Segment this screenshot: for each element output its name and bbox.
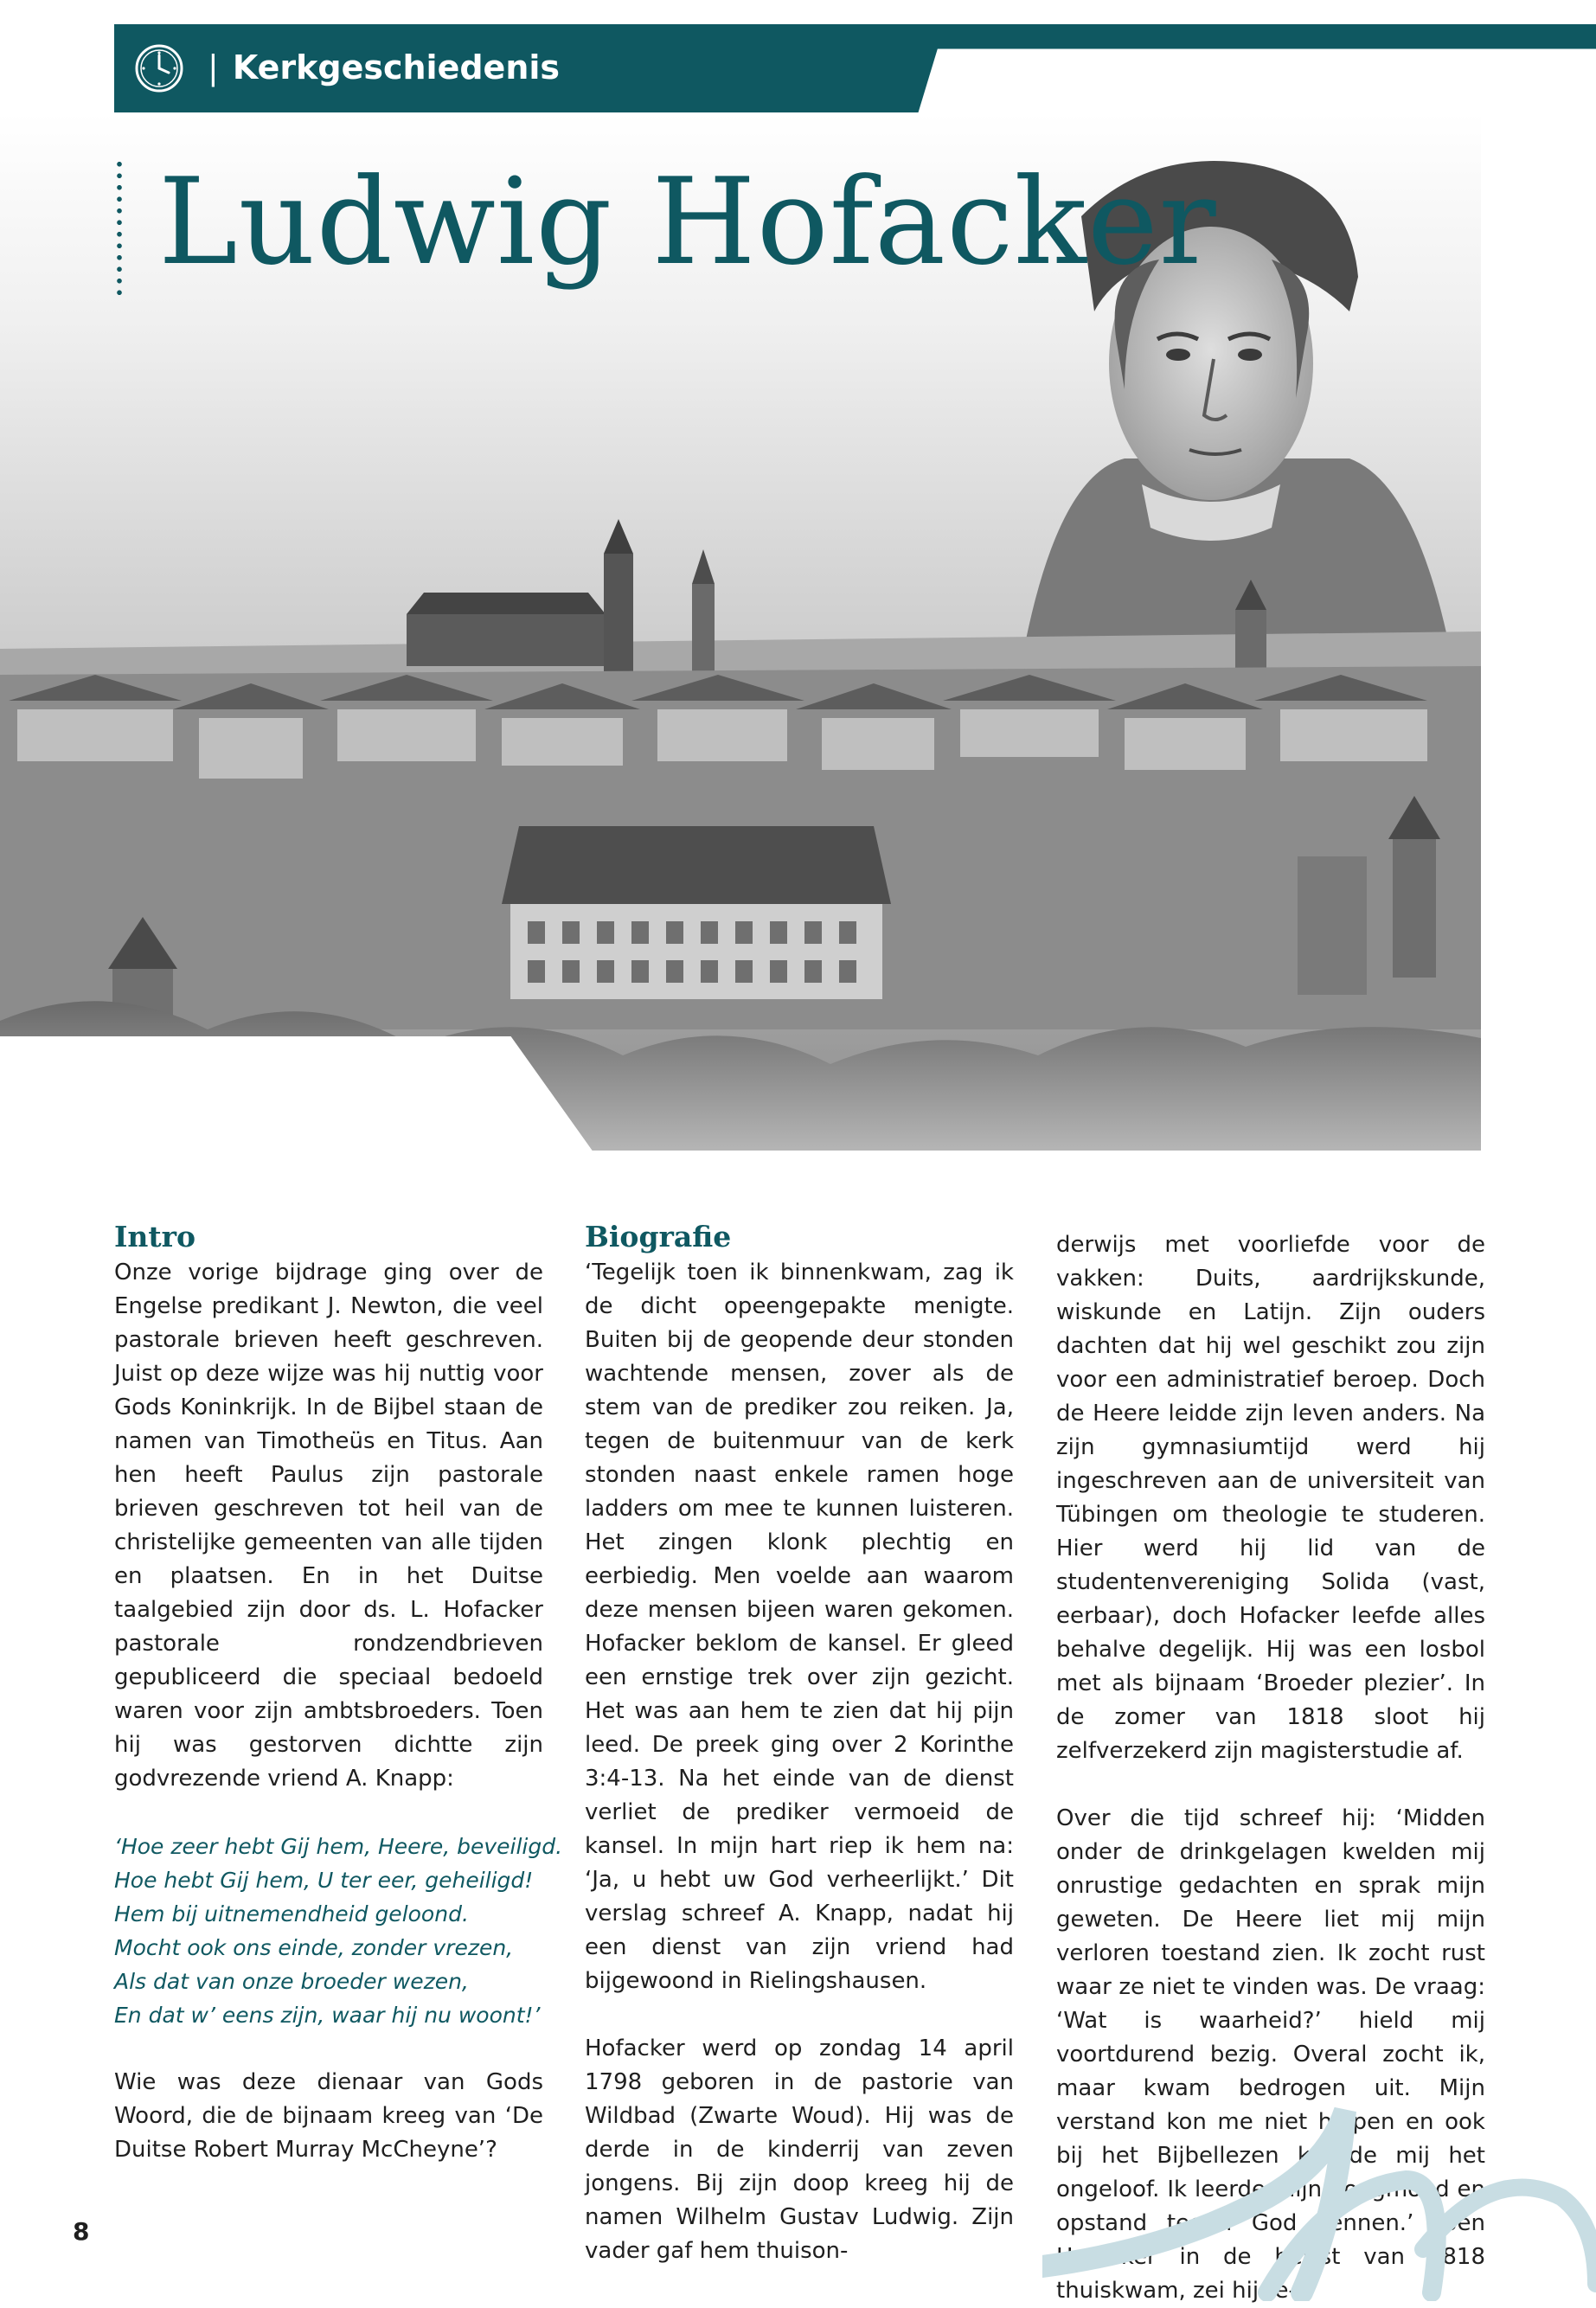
poem-line: Als dat van onze broeder wezen, [114, 1969, 469, 1994]
biografie-paragraph: ‘Tegelijk toen ik binnenkwam, zag ik de dicht opeengepakte menigte. Buiten bij de geopende deur stonden wachtende mensen, zover als de stem van de prediker zou reiken. Ja, tegen de buitenmuur van de kerk stonden naast enkele ramen hoge ladders om mee te kunnen luisteren. Het zingen klonk plechtig en eerbiedig. Men voelde aan waarom deze mensen bijeen waren gekomen. Hofacker beklom de kansel. Er gleed een ernstige trek over zijn gezicht. Het was aan hem te zien dat hij pijn leed. De preek ging over 2 Korinthe 3:4-13. Na het einde van de dienst verliet de prediker vermoeid de kansel. In mijn hart riep ik hem na: ‘Ja, u hebt uw God verheerlijkt.’ Dit verslag schreef A. Knapp, nadat hij een dienst van zijn vriend had bijgewoond in Rielingshausen. [585, 1260, 1014, 1994]
column-intro [114, 1218, 563, 2167]
poem-line: En dat w’ eens zijn, waar hij nu woont!’ [114, 2003, 541, 2028]
dotted-rule [116, 158, 123, 297]
poem-line: Hoe hebt Gij hem, U ter eer, geheiligd! [114, 1868, 534, 1893]
poem [114, 1830, 563, 2032]
continued-paragraph: derwijs met voorliefde voor de vakken: Duits, aardrijkskunde, wiskunde en Latijn. Zijn ouders dachten dat hij wel geschikt zou zijn voor een administratief beroep. Doch de Heere leidde zijn leven anders. Na zijn gymnasiumtijd werd hij ingeschreven aan de universiteit van Tübingen om theologie te studeren. Hier werd hij lid van de studentenvereniging Solida (vast, eerbaar), doch Hofacker leefde alles behalve degelijk. Hij was een losbol met als bijnaam ‘Broeder plezier’. In de zomer van 1818 sloot hij zelfverzekerd zijn magisterstudie af. [1056, 1232, 1485, 1764]
section-name: Kerkgeschiedenis [232, 48, 561, 87]
biografie-paragraph: Hofacker werd op zondag 14 april 1798 geboren in de pastorie van Wildbad (Zwarte Woud). Hij was de derde in de kinderrij van zeven jongens. Bij zijn doop kreeg hij de namen Wilhelm Gustav Ludwig. Zijn vader gaf hem thuison- [585, 2036, 1014, 2264]
poem-line: Mocht ook ons einde, zonder vrezen, [114, 1935, 514, 1960]
intro-heading: Intro [114, 1220, 196, 1253]
section-label: | Kerkgeschiedenis [208, 48, 561, 87]
intro-question: Wie was deze dienaar van Gods Woord, die de bijnaam kreeg van ‘De Duitse Robert Murray McCheyne’? [114, 2069, 543, 2163]
intro-paragraph: Onze vorige bijdrage ging over de Engelse predikant J. Newton, die veel pastorale brieven heeft geschreven. Juist op deze wijze was hij nuttig voor Gods Koninkrijk. In de Bijbel staan de namen van Timotheüs en Titus. Aan hen heeft Paulus zijn pastorale brieven geschreven tot heil van de christelijke gemeenten van alle tijden en plaatsen. En in het Duitse taalgebied zijn door ds. L. Hofacker pastorale rondzendbrieven gepubliceerd die speciaal bedoeld waren voor zijn ambtsbroeders. Toen hij was gestorven dichtte zijn godvrezende vriend A. Knapp: [114, 1260, 543, 1792]
biografie-heading: Biografie [585, 1220, 732, 1253]
page-title: Ludwig Hofacker [158, 152, 1217, 292]
continued-paragraph: Over die tijd schreef hij: ‘Midden onder de drinkgelagen kwelden mij onrustige gedachten en sprak mijn geweten. De Heere liet mij mijn verloren toestand zien. Ik zocht rust waar ze niet te vinden was. De vraag: ‘Wat is waarheid?’ hield mij voortdurend bezig. Overal zocht ik, maar kwam bedrogen uit. Mijn verstand kon me niet helpen en ook bij het Bijbellezen kwelde mij het ongeloof. Ik leerde mijn hoogmoed en opstand tegen God kennen.’ Toen Hofacker in de herfst van 1818 thuiskwam, zei hij te- [1056, 1805, 1485, 2304]
decorative-swash [1042, 2059, 1596, 2301]
poem-line: Hem bij uitnemendheid geloond. [114, 1901, 469, 1927]
column-biografie [585, 1218, 1014, 2268]
page-number: 8 [73, 2217, 90, 2246]
poem-line: ‘Hoe zeer hebt Gij hem, Heere, beveiligd. [114, 1834, 563, 1859]
clock-icon [131, 41, 187, 96]
